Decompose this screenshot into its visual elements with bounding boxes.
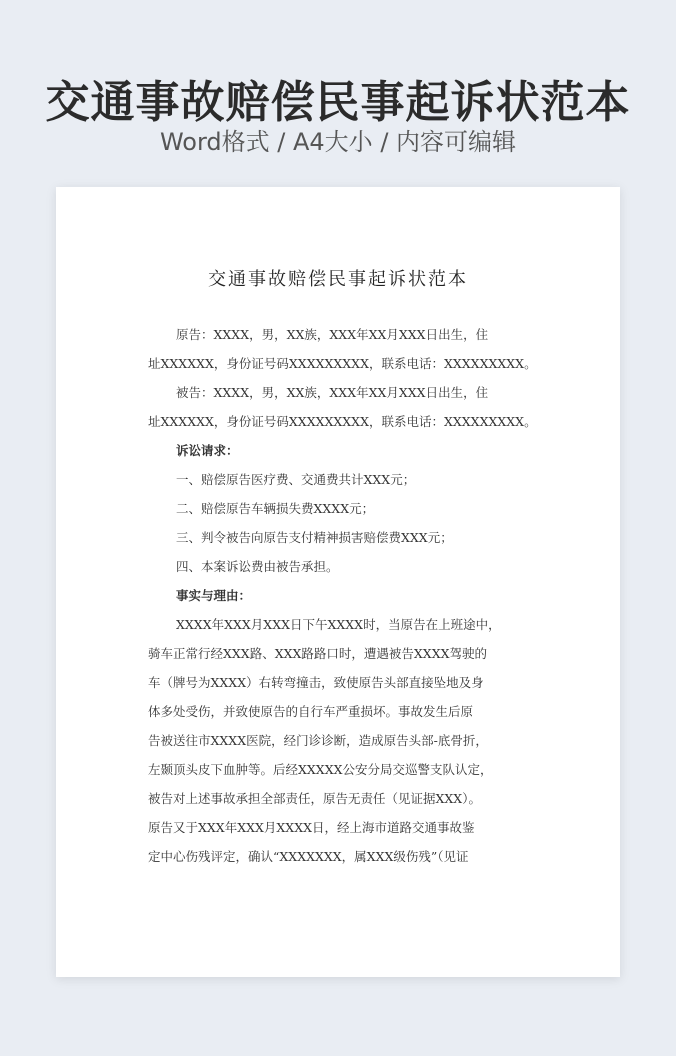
document-title: 交通事故赔偿民事起诉状范本: [208, 269, 468, 290]
claim-item-2: 二、赔偿原告车辆损失费XXXX元；: [176, 501, 375, 516]
plaintiff-line-2: 址XXXXXX，身份证号码XXXXXXXXX，联系电话：XXXXXXXXX。: [148, 356, 537, 371]
banner-subtitle: Word格式 / A4大小 / 内容可编辑: [159, 128, 517, 156]
claims-heading: 诉讼请求：: [176, 443, 239, 458]
facts-line: 左颞顶头皮下血肿等。后经XXXXX公安分局交巡警支队认定，: [148, 762, 493, 777]
banner-title: 交通事故赔偿民事起诉状范本: [45, 77, 631, 128]
facts-line: XXXX年XXX月XXX日下午XXXX时，当原告在上班途中，: [176, 617, 501, 632]
claim-item-1: 一、赔偿原告医疗费、交通费共计XXX元；: [176, 472, 416, 487]
facts-line: 车（牌号为XXXX）右转弯撞击，致使原告头部直接坠地及身: [148, 675, 484, 690]
facts-line: 告被送往市XXXX医院，经门诊诊断，造成原告头部-底骨折，: [148, 733, 488, 748]
facts-line: 骑车正常行经XXX路、XXX路路口时，遭遇被告XXXX驾驶的: [148, 646, 487, 661]
claim-item-3: 三、判令被告向原告支付精神损害赔偿费XXX元；: [176, 530, 453, 545]
facts-line: 原告又于XXX年XXX月XXXX日，经上海市道路交通事故鉴: [148, 820, 475, 835]
plaintiff-line-1: 原告：XXXX，男，XX族，XXX年XX月XXX日出生，住: [176, 327, 489, 342]
facts-line: 定中心伤残评定，确认“XXXXXXX，属XXX级伤残”（见证: [148, 849, 469, 864]
facts-heading: 事实与理由：: [176, 588, 252, 603]
defendant-line-1: 被告：XXXX，男，XX族，XXX年XX月XXX日出生，住: [176, 385, 489, 400]
facts-line: 被告对上述事故承担全部责任，原告无责任（见证据XXX）。: [148, 791, 481, 806]
facts-line: 体多处受伤，并致使原告的自行车严重损坏。事故发生后原: [148, 704, 474, 719]
claim-item-4: 四、本案诉讼费由被告承担。: [176, 559, 339, 574]
defendant-line-2: 址XXXXXX，身份证号码XXXXXXXXX，联系电话：XXXXXXXXX。: [148, 414, 537, 429]
